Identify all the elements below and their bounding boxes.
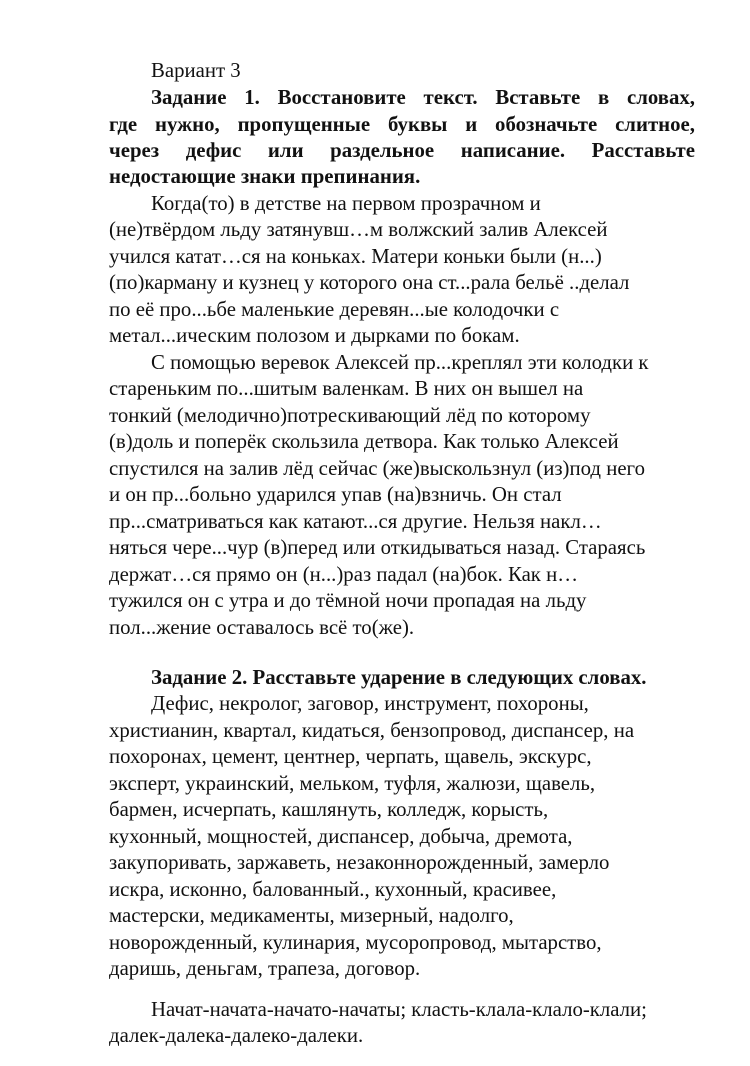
task1-text-line: пол...жение оставалось всё то(же). bbox=[109, 616, 415, 639]
task2-word-line: даришь, деньгам, трапеза, договор. bbox=[109, 957, 421, 980]
task1-text-line: (не)твёрдом льду затянувш…м волжский залив Алексей bbox=[109, 218, 608, 241]
task1-text-line: и он пр...больно ударился упав (на)взничь. Он стал bbox=[109, 483, 562, 506]
task1-text-line: няться чере...чур (в)перед или откидываться назад. Стараясь bbox=[109, 536, 646, 559]
task1-text-line: (в)доль и поперёк скользила детвора. Как только Алексей bbox=[109, 430, 619, 453]
task1-heading-line: недостающие знаки препинания. bbox=[109, 165, 421, 188]
task1-text-line: стареньким по...шитым валенкам. В них он вышел на bbox=[109, 377, 584, 400]
task1-text-line: спустился на залив лёд сейчас (же)выскользнул (из)под него bbox=[109, 457, 645, 480]
task2-word-line: кухонный, мощностей, диспансер, добыча, дремота, bbox=[109, 825, 573, 848]
task1-text-line: С помощью веревок Алексей пр...креплял эти колодки к bbox=[151, 351, 649, 374]
task1-text-line: по её про...ьбе маленькие деревян...ые колодочки с bbox=[109, 298, 560, 321]
task2-heading: Задание 2. Расставьте ударение в следующих словах. bbox=[151, 666, 647, 689]
task2-word-line: эксперт, украинский, мельком, туфля, жалюзи, щавель, bbox=[109, 772, 596, 795]
task1-text-line: тонкий (мелодично)потрескивающий лёд по которому bbox=[109, 404, 591, 427]
task2-word-line: бармен, исчерпать, кашлянуть, колледж, корысть, bbox=[109, 798, 549, 821]
task1-heading-line: Задание 1. Восстановите текст. Вставьте в словах, bbox=[151, 86, 695, 109]
variant-label: Вариант 3 bbox=[151, 59, 241, 82]
task1-text-line: (по)карману и кузнец у которого она ст...рала бельё ..делал bbox=[109, 271, 630, 294]
task1-text-line: тужился он с утра и до тёмной ночи пропадая на льду bbox=[109, 589, 587, 612]
task2-forms-line: Начат-начата-начато-начаты; класть-клала-клало-клали; bbox=[151, 998, 647, 1021]
task1-text-line: метал...ическим полозом и дырками по бокам. bbox=[109, 324, 520, 347]
task2-word-line: новорожденный, кулинария, мусоропровод, мытарство, bbox=[109, 931, 602, 954]
task2-word-line: христианин, квартал, кидаться, бензопровод, диспансер, на bbox=[109, 719, 635, 742]
task1-text-line: держат…ся прямо он (н...)раз падал (на)бок. Как н… bbox=[109, 563, 579, 586]
task1-heading-line: через дефис или раздельное написание. Расставьте bbox=[109, 139, 695, 162]
task1-heading-line: где нужно, пропущенные буквы и обозначьте слитное, bbox=[109, 113, 695, 136]
task1-text-line: Когда(то) в детстве на первом прозрачном и bbox=[151, 192, 541, 215]
task2-word-line: мастерски, медикаменты, мизерный, надолго, bbox=[109, 904, 514, 927]
task2-forms-line: далек-далека-далеко-далеки. bbox=[109, 1024, 364, 1047]
task2-word-line: Дефис, некролог, заговор, инструмент, похороны, bbox=[151, 692, 589, 715]
task2-word-line: похоронах, цемент, центнер, черпать, щавель, экскурс, bbox=[109, 745, 592, 768]
task2-word-line: искра, исконно, балованный., кухонный, красивее, bbox=[109, 878, 557, 901]
task1-text-line: учился катат…ся на коньках. Матери коньки были (н...) bbox=[109, 245, 602, 268]
task2-word-line: закупоривать, заржаветь, незаконнорожденный, замерло bbox=[109, 851, 610, 874]
task1-text-line: пр...сматриваться как катают...ся другие. Нельзя накл… bbox=[109, 510, 602, 533]
